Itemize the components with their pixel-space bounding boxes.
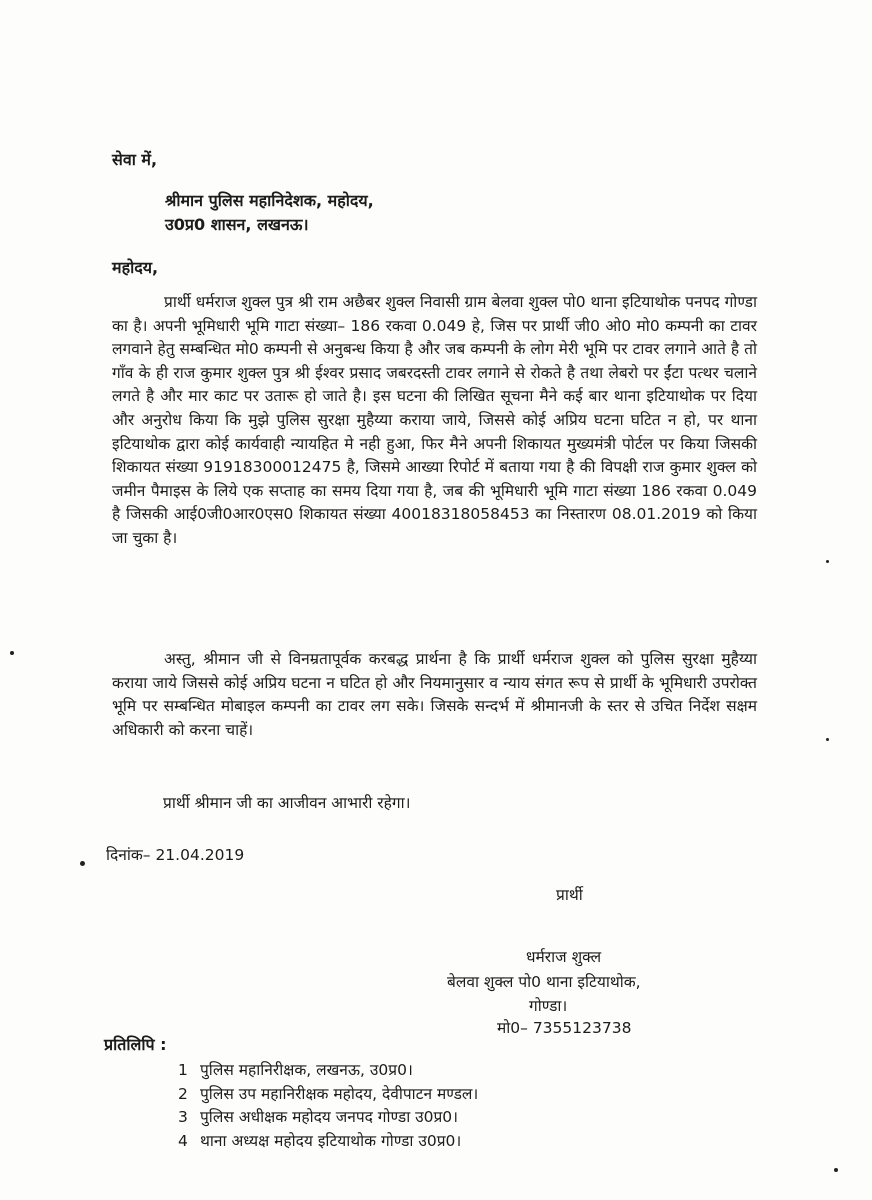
copy-text: पुलिस महानिरीक्षक, लखनऊ, उ0प्र0। — [200, 1061, 413, 1079]
copy-item — [178, 1105, 478, 1129]
copy-text: थाना अध्यक्ष महोदय इटियाथोक गोण्डा उ0प्र0। — [200, 1131, 462, 1150]
signature-address: बेलवा शुक्ल पो0 थाना इटियाथोक, — [447, 973, 641, 991]
copy-item — [178, 1082, 478, 1106]
scan-speck — [80, 861, 85, 866]
signature-district: गोण्डा। — [529, 997, 568, 1015]
date-line: दिनांक– 21.04.2019 — [106, 846, 245, 864]
copy-list — [178, 1058, 478, 1152]
body-paragraph-1-text: प्रार्थी धर्मराज शुक्ल पुत्र श्री राम अछैबर शुक्ल निवासी ग्राम बेलवा शुक्ल पो0 थाना इटियाथोक पनपद गोण्डा का है। अपनी भूमिधारी भूमि गाटा संख्या– 186 रकवा 0.049 हे, जिस पर प्रार्थी जी0 ओ0 मो0 कम्पनी का टावर लगवाने हेतु सम्बन्धित मो0 कम्पनी से अनुबन्ध किया है और जब कम्पनी के लोग मेरी भूमि पर टावर लगाने आते है तो गाँव के ही राज कुमार शुक्ल पुत्र श्री ईश्वर प्रसाद जबरदस्ती टावर लगाने से रोकते है तथा लेबरो पर ईंटा पत्थर चलाने लगते है और मार काट पर उतारू हो जाते है। इस घटना की लिखित सूचना मैने कई बार थाना इटियाथोक पर दिया और अनुरोध किया कि मुझे पुलिस सुरक्षा मुहैय्या कराया जाये, जिससे कोई अप्रिय घटना घटित न हो, पर थाना इटियाथोक द्वारा कोई कार्यवाही न्यायहित मे नही हुआ, फिर मैने अपनी शिकायत मुख्यमंत्री पोर्टल पर किया जिसकी शिकायत संख्या 91918300012475 है, जिसमे आख्या रिपोर्ट में बताया गया है की विपक्षी राज कुमार शुक्ल को जमीन पैमाइस के लिये एक सप्ताह का समय दिया गया है, जब की भूमिधारी भूमि गाटा संख्या 186 रकवा 0.049 है जिसकी आई0जी0आर0एस0 शिकायत संख्या 40018318058453 का निस्तारण 08.01.2019 को किया जा चुका है। — [112, 293, 757, 547]
copy-number: 2 — [178, 1084, 188, 1103]
body-paragraph-2-text: अस्तु, श्रीमान जी से विनम्रतापूर्वक करबद्ध प्रार्थना है कि प्रार्थी धर्मराज शुक्ल को पुलिस सुरक्षा मुहैय्या कराया जाये जिससे कोई अप्रिय घटना न घटित हो और नियमानुसार व न्याय संगत रूप से प्रार्थी के भूमिधारी उपरोक्त भूमि पर सम्बन्धित मोबाइल कम्पनी का टावर लग सके। जिसके सन्दर्भ में श्रीमानजी के स्तर से उचित निर्देश सक्षम अधिकारी को करना चाहें। — [112, 650, 757, 739]
addressee-line-2: उ0प्र0 शासन, लखनऊ। — [165, 215, 309, 234]
scan-speck — [826, 560, 829, 563]
applicant-label: प्रार्थी — [556, 886, 583, 904]
salutation: सेवा में, — [112, 150, 158, 169]
copy-number: 1 — [178, 1061, 188, 1079]
signature-mobile: मो0– 7355123738 — [497, 1019, 632, 1037]
copy-text: पुलिस अधीक्षक महोदय जनपद गोण्डा उ0प्र0। — [200, 1108, 459, 1126]
copy-item — [178, 1129, 478, 1153]
signature-name: धर्मराज शुक्ल — [526, 948, 602, 966]
scan-speck — [834, 1168, 838, 1172]
copy-number: 4 — [178, 1131, 188, 1150]
copy-heading: प्रतिलिपि : — [104, 1035, 167, 1054]
copy-number: 3 — [178, 1108, 188, 1126]
copy-text: पुलिस उप महानिरीक्षक महोदय, देवीपाटन मण्डल। — [200, 1084, 479, 1103]
closing-line: प्रार्थी श्रीमान जी का आजीवन आभारी रहेगा। — [163, 794, 411, 812]
copy-item — [178, 1058, 478, 1082]
addressee-line-1: श्रीमान पुलिस महानिदेशक, महोदय, — [165, 191, 374, 210]
body-paragraph-1 — [112, 291, 757, 551]
greeting: महोदय, — [112, 258, 159, 277]
body-paragraph-2 — [112, 648, 757, 742]
scan-speck — [826, 738, 829, 741]
scan-speck — [10, 651, 14, 655]
